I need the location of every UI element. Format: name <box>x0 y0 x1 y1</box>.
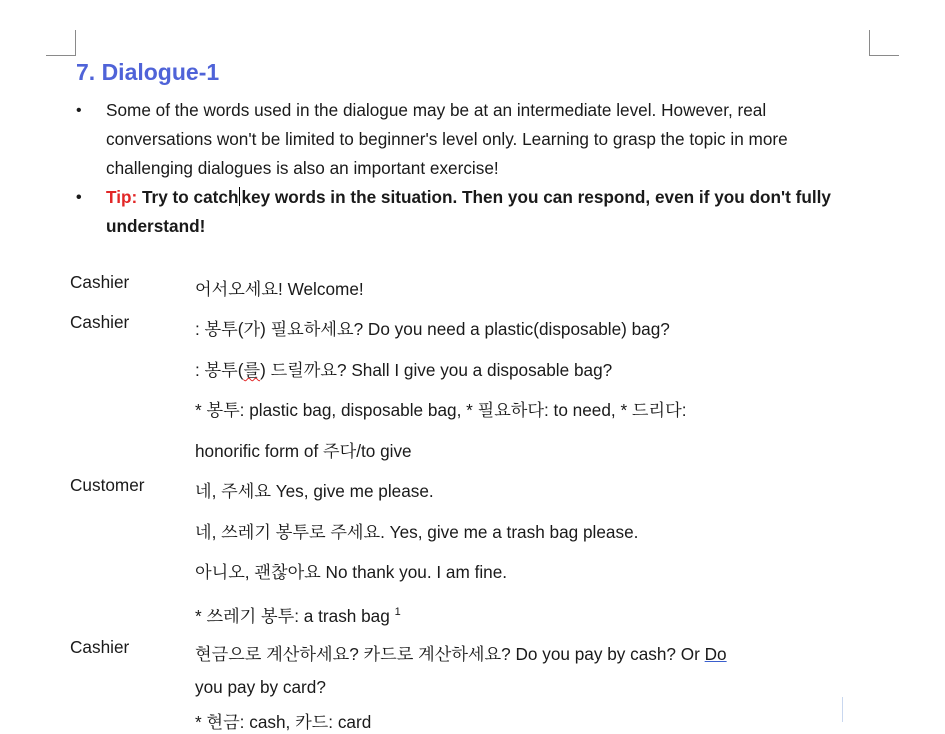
vocab-note: * 현금: cash, 카드: card <box>195 712 372 732</box>
vocab-note: honorific form of 주다/to give <box>195 441 412 461</box>
speaker-cashier: Cashier <box>70 312 130 332</box>
speaker-cashier: Cashier <box>70 272 130 292</box>
dialogue-line: 네, 쓰레기 봉투로 주세요. Yes, give me a trash bag please. <box>195 522 639 542</box>
dialogue-line <box>195 642 727 666</box>
dialogue-line: : 봉투(가) 필요하세요? Do you need a plastic(disposable) bag? <box>195 319 670 339</box>
section-heading: 7. Dialogue-1 <box>76 59 220 85</box>
vocab-note <box>195 600 401 628</box>
bullet-tip <box>76 183 876 241</box>
tip-text-part1: Try to catch <box>141 187 239 207</box>
underlined-word[interactable]: Do <box>704 644 727 664</box>
speaker-customer: Customer <box>70 475 145 495</box>
crop-mark-top-left <box>46 30 76 56</box>
tip-label: Tip: <box>106 187 138 207</box>
vocab-note: * 봉투: plastic bag, disposable bag, * 필요하다: to need, * 드리다: <box>195 400 687 420</box>
tip-text-part2: key words in the situation. Then you can respond, even if you don't fully understand! <box>106 187 831 236</box>
dialogue-line <box>195 358 612 382</box>
dialogue-line: you pay by card? <box>195 677 326 697</box>
bullet-intro-text: Some of the words used in the dialogue may be at an intermediate level. However, real conversations won't be limited to beginner's level only. Learning to grasp the topic in more challenging dialogues is also an important exercise! <box>106 100 788 178</box>
crop-mark-top-right <box>869 30 899 56</box>
dialogue-line: 아니오, 괜찮아요 No thank you. I am fine. <box>195 562 508 582</box>
bullet-dot-icon: • <box>76 189 82 206</box>
dialogue-line-part: ) 드릴까요? Shall I give you a disposable bag? <box>260 360 613 380</box>
dialogue-line-part: : 봉투( <box>195 360 244 380</box>
spellcheck-marked-word[interactable]: 를 <box>243 360 261 380</box>
vocab-note-text: * 쓰레기 봉투: a trash bag <box>195 606 390 626</box>
bullet-list <box>76 96 876 241</box>
bullet-dot-icon: • <box>76 102 82 119</box>
dialogue-line: 네, 주세요 Yes, give me please. <box>195 481 434 501</box>
page-edge-marker <box>842 697 843 722</box>
speaker-cashier: Cashier <box>70 637 130 657</box>
dialogue-line: 어서오세요! Welcome! <box>195 279 364 299</box>
dialogue-line-part: 현금으로 계산하세요? 카드로 계산하세요? Do you pay by cash? Or <box>195 644 705 664</box>
bullet-intro <box>76 96 876 183</box>
footnote-reference[interactable]: 1 <box>394 606 401 618</box>
